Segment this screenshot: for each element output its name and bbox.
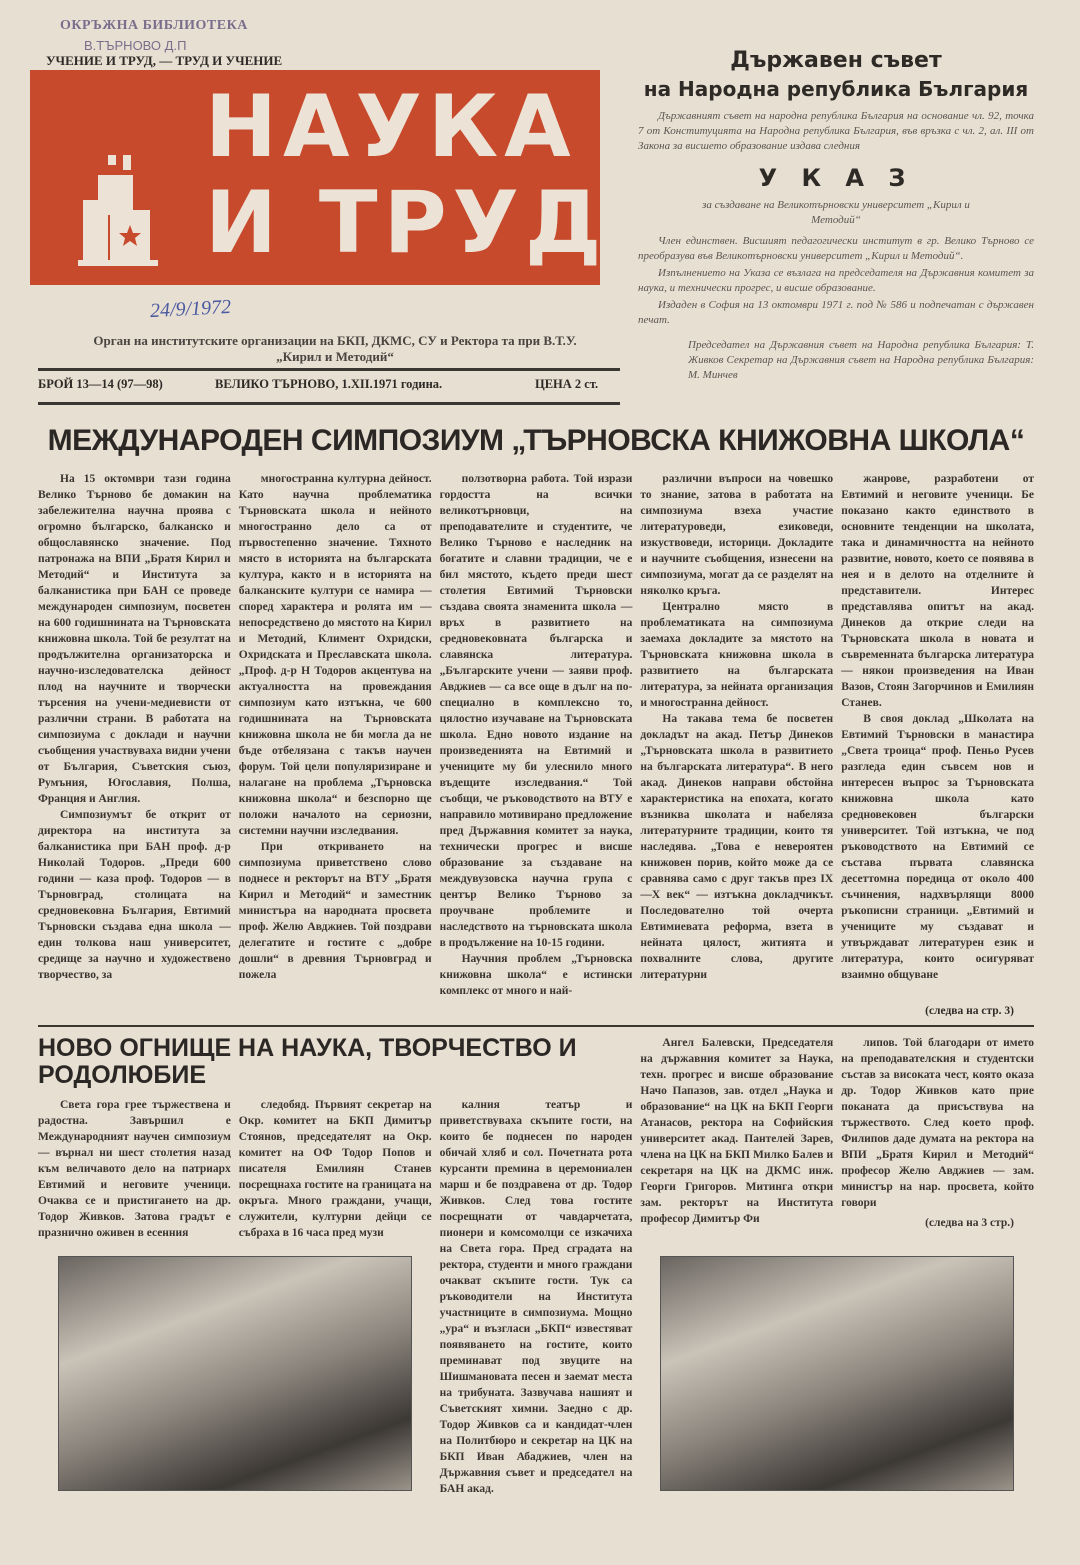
paragraph: следобяд. Първият секретар на Окр. комитет на БКП Димитър Стоянов, председателят на Окр. комитет на ОФ Тодор Попов и писателя Емилиян Станев посрещнаха гостите на границата на окръга. Много граждани, учащи, служители, културни дейци се събраха в 16 часа пред музи [238,1099,432,1239]
tower-book-star-logo-icon [68,150,178,270]
issue-place-date: ВЕЛИКО ТЪРНОВО, 1.XII.1971 година. [215,377,443,391]
paragraph: Света гора грее тържествена и радостна. Завършил е Международният научен симпозиум — върнал ни шест столетия назад към величавото дело на патриарх Евтимий и неговите ученици. Очаква се и пристигането на др. Тодор Живков. Затова градът е празнично оживен в есенния [38,1099,231,1239]
decree-heading: У К А З [758,164,914,192]
article-2-headline: НОВО ОГНИЩЕ НА НАУКА, ТВОРЧЕСТВО И РОДОЛЮБИЕ [38,1034,577,1089]
article-column [841,471,1034,999]
library-stamp-city: В.ТЪРНОВО Д.П [84,38,187,53]
paragraph: калния театър и приветствуваха скъпите гости, на които бе поднесен по народен обичай хляб и сол. Почетната рота курсанти премина в церемониален марш и бе поздравена от др. Тодор Живков. След това гостите посрещнати от чавдарчетата, пионери и комсомолци се изкачиха на Света гора. Пред сградата на ректора, студенти и много граждани очакват скъпите гости. Тук са ръководители на Института участниците в симпозиума. Мощно „ура“ и възгласи „БКП“ известяват появяването на гостите, които преминават под звуците на Шишмановата песен и заемат места на трибуната. Зазвучава нашият и Съветският химни. Заедно с др. Тодор Живков са и кандидат-член на Политбюро и секретар на ЦК на БКП Иван Абаджиев, член на Държавния съвет и председател на БАН акад. [439,1099,633,1495]
decree-body-2: Изпълнението на Указа се възлага на председателя на Държавния комитет за наука, и технически прогрес, и висше образование. [638,267,1034,294]
front-page-header [38,15,1034,407]
decree-title-2: на Народна република България [643,77,1029,101]
divider [38,402,620,405]
decree-title-1: Държавен съвет [730,48,942,73]
paragraph: Научния проблем „Търновска книжовна школа“ е истински комплекс от много и най- [439,953,633,997]
article-column [38,1097,231,1248]
issue-number: БРОЙ 13—14 (97—98) [38,377,163,391]
paragraph: На 15 октомври тази година Велико Търново бе домакин на забележителна научна проява с огромно българско, балканско и общославянско значение. Под патронажа на ВПИ „Братя Кирил и Методий“ и Института за балканистика при БАН се проведе международен симпозиум, посветен на 600 годишнината на Търновската книжовна школа. Той бе резултат на продължителна организаторска и научно-изследователска дейност плод на научните и творчески търсения на учени-медиевисти от различни страни. В работата на симпозиума с доклади и научни съобщения участвуваха видни учени от България, Съветския съюз, Румъния, Югославия, Полша, Франция и Англия. [38,473,231,805]
paragraph: липов. Той благодари от името на преподавателския и студентски състав за високата чест, която оказа др. Тодор Живков като прие поканата да присъствува на тържеството. След което проф. Филипов даде думата на ректора на ВПИ „Братя Кирил и Методий“ професор Желю Авджиев — зам. министър на нар. просвета, който говори [841,1037,1034,1209]
paragraph: жанрове, разработени от Евтимий и неговите ученици. Бе показано както единството в основните тенденции на школата, така и динамичността на нейното развитие, новото, което се появява в нея и в делото на отделните ѝ представители. Интерес представлява опитът на акад. Динеков да открие следи на Търновската школа в новата и съвременната българска литература — някои произведения на Иван Вазов, Стоян Загорчинов и Емилиян Станев. [841,473,1034,709]
paragraph: Симпозиумът бе открит от директора на института за балканистика при БАН проф. д-р Николай Тодоров. „Преди 600 години — каза проф. Тодоров — в Търновград, столицата на средновековна България, Евтимий Търновски създава една школа — един толкова наш университет, средище за научно и художествено творчество, за [38,809,231,981]
issue-price: ЦЕНА 2 ст. [535,377,599,391]
article-column [640,471,833,999]
masthead-title-line1: НАУКА [205,77,577,177]
article-column [38,471,231,999]
article-column [239,1097,432,1248]
decree-intro: Държавният съвет на народна република България на основание чл. 92, точка 7 от Конституцията на Народна република България, във връзка с чл. 2, ал. III от Закона за висшето образование издава следния [638,110,1034,152]
article-2 [38,1035,1034,1497]
divider [38,1025,1034,1027]
article-1-body [38,471,1034,999]
publisher-organ: Орган на институтските организации на БКП, ДКМС, СУ и Ректора та при В.Т.У. „Кирил и Методий“ [93,333,577,364]
motto: УЧЕНИЕ И ТРУД, — ТРУД И УЧЕНИЕ [46,53,283,68]
decree-body-1: Член единствен. Висшият педагогически институт в гр. Велико Търново се преобразува във Великотърновски университет „Кирил и Методий“. [638,235,1034,262]
paragraph: ползотворна работа. Той изрази гордостта на всички великотърновци, на преподавателите и студентите, че Велико Търново е наследник на богатите и славни традиции, че е бил мястото, където преди шест столетия Евтимий Търновски създава своята знаменита школа — връх в развитието на средновековната българска и славянска литература. „Българските учени — заяви проф. Авджиев — са все още в дълг на по-специално в комплексно то, цялостно изучаване на Търновската школа. Едно новото издание на произведенията на Евтимий и учениците му би улеснило много въдещите изследвания.“ Той съобщи, че ръководството на ВТУ е направило мотивирано предложение пред Държавния комитет за наука, технически прогрес и висше образование за създаване на междувузовска научна група с център Велико Търново за проучване проблемите и наследството на търновската школа в продължение на 10-15 години. [439,473,633,949]
article-1-continued: (следва на стр. 3) [925,1005,1014,1017]
masthead-area [38,15,620,407]
article-column [440,1097,633,1497]
paragraph: различни въпроси на човешко то знание, затова в работата на симпозиума взеха участие литературоведи, езиковеди, изкуствоведи, историци. Докладите и научните съобщения, изнесени на симпозиума, могат да се разделят на няколко кръга. [640,473,834,597]
article-column [841,1035,1034,1248]
decree-subtitle: за създаване на Великотърновски университет „Кирил и Методий“ [702,199,970,226]
decree-body-3: Издаден в София на 13 октомври 1971 г. под № 586 и подпечатан с държавен печат. [638,299,1034,326]
paragraph: Ангел Балевски, Председателя на държавния комитет за Наука, техн. прогрес и висше образование Начо Папазов, зав. отдел „Наука и образование“ на ЦК на БКП Георги Атанасов, ректора на Софийския университет акад. Пантелей Зарев, члена на ЦК на БКП Милко Балев и секретаря на ЦК на ДКМС инж. Георги Григоров. Митинга откри зам. ректорът на Института професор Димитър Фи [640,1037,834,1225]
library-stamp: ОКРЪЖНА БИБЛИОТЕКА [60,18,248,33]
divider [38,368,620,371]
article-1-headline: МЕЖДУНАРОДЕН СИМПОЗИУМ „ТЪРНОВСКА КНИЖОВНА ШКОЛА“ [47,424,1025,457]
decree-signature: Председател на Държавния съвет на Народна република България: Т. Живков Секретар на Държавния съвет на Народна република България: М. Минчев [688,339,1034,381]
article-column [640,1035,833,1248]
paragraph: Централно място в проблематиката на симпозиума заемаха докладите за мястото на Търновската книжовна школа в развитието на българската литература, за нейната организация и многостранна дейност. [640,601,834,709]
article-column [440,471,633,999]
handwritten-date: 24/9/1972 [149,295,232,323]
paragraph: В своя доклад „Школата на Евтимий Търновски в манастира „Света троица“ проф. Пеньо Русев разгледа един съвсем нов и интересен въпрос за Търновската книжовна школа като средновековен български университет. Той изтъкна, че под ръководството на Евтимий се състава първата славянска десеттомна поредица от около 400 съчинения, надхвърлящи 8000 ръкописни страници. „Евтимий и учениците му създават и утвърждават литературен език и литература, които осигуряват взаимно общуване [841,713,1034,981]
masthead-title-line2: И ТРУД [205,173,608,273]
photo-crowd-at-monument [660,1256,1014,1491]
paragraph: На такава тема бе посветен докладът на акад. Петър Динеков „Търновската школа в развитието на българската литература“. В него акад. Динеков направи обстойна характеристика на епохата, когато възниква школата и набеляза литературните традиции, които тя наследява. „Това е невероятен книжовен порив, който може да се сравнява само с друг такъв през IX—X век“ — изтъкна докладчикът. Последователно той очерта Евтимиевата реформа, взета в нейната цялост, житията и похвалните слова, другите литературни [640,713,834,981]
photo-officials-at-ceremony [58,1256,412,1491]
article-2-continued: (следва на 3 стр.) [925,1217,1014,1229]
article-column [239,471,432,999]
paragraph: При откриването на симпозиума приветствено слово поднесе и ректорът на ВТУ „Братя Кирил и Методий“ и заместник министъра на народната просвета проф. Желю Авджиев. Той поздрави делегатите и гостите с „добре дошли“ в древния Търновград и пожела [238,841,432,981]
masthead [30,70,608,285]
decree-section [638,15,1034,407]
paragraph: многостранна културна дейност. Като научна проблематика Търновската школа и нейното многостранно дело са от първостепенно значение. Тяхното място в историята на българската култура, както и в историята на балканските култури се намира — според характера и ролята им — непосредствено до мястото на Кирил и Методий, Климент Охридски, Охридската и Преславската школа. „Проф. д-р Н Тодоров акцентува на актуалността на провеждания симпозиум като изтъкна, че 600 годишнината на Търновската книжовна школа не би могла да не бъде отбелязана с такъв научен форум. Той цели популяризиране и налагане на проблема „Търновска книжовна школа“ и безспорно ще положи началото на сериозни, системни научни изследвания. [238,473,432,837]
